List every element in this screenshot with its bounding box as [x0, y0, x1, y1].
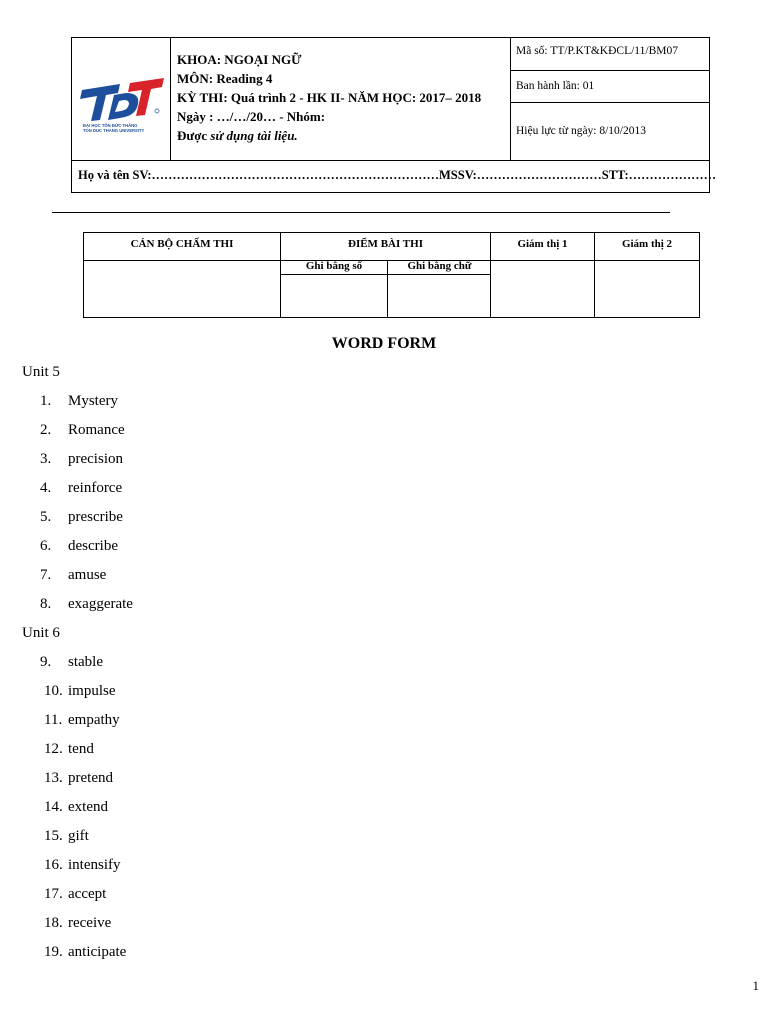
- score-divider: [387, 275, 388, 317]
- issue-number: Ban hành lần: 01: [511, 71, 709, 103]
- score-words-header: Ghi bằng chữ: [388, 260, 491, 275]
- student-info-row: [72, 160, 717, 192]
- faculty: KHOA: NGOẠI NGỮ: [177, 52, 302, 67]
- list-item: 17. accept: [44, 886, 107, 902]
- student-line[interactable]: Họ và tên SV:……………………………………………………………MSSV:…………………………STT:…………………: [78, 168, 717, 182]
- page-title: WORD FORM: [331, 335, 437, 352]
- document-meta: [511, 38, 709, 160]
- grader-header: CÁN BỘ CHẤM THI: [84, 233, 280, 261]
- exam-info: [171, 38, 511, 160]
- list-item: 18. receive: [44, 915, 112, 931]
- subject: MÔN: Reading 4: [177, 71, 273, 86]
- list-item: 7. amuse: [40, 567, 107, 583]
- logo-cell: [72, 38, 171, 160]
- list-item: 4. reinforce: [40, 480, 123, 496]
- list-item: 10. impulse: [44, 683, 116, 699]
- score-header: ĐIỂM BÀI THI: [281, 233, 490, 261]
- proctor1-header: Giám thị 1: [491, 233, 594, 261]
- unit-heading: Unit 6: [22, 625, 60, 641]
- svg-text:TON DUC THANG UNIVERSITY: TON DUC THANG UNIVERSITY: [83, 128, 145, 133]
- effective-date: Hiệu lực từ ngày: 8/10/2013: [516, 125, 647, 137]
- list-item: 13. pretend: [44, 770, 113, 786]
- exam-term: KỲ THI: Quá trình 2 - HK II- NĂM HỌC: 2017– 2018: [177, 90, 482, 105]
- list-item: 6. describe: [40, 538, 118, 554]
- list-item: 8. exaggerate: [40, 596, 133, 612]
- proctor2-header: Giám thị 2: [595, 233, 699, 261]
- list-item: 12. tend: [44, 741, 94, 757]
- score-column: [281, 233, 491, 317]
- unit-heading: Unit 5: [22, 364, 60, 380]
- grader-column: [84, 233, 281, 317]
- svg-text:ĐẠI HỌC TÔN ĐỨC THẮNG: ĐẠI HỌC TÔN ĐỨC THẮNG: [83, 123, 138, 128]
- proctor2-column: [595, 233, 699, 317]
- list-item: 14. extend: [44, 799, 108, 815]
- list-item: 3. precision: [40, 451, 123, 467]
- list-item: 9. stable: [40, 654, 103, 670]
- score-number-header: Ghi bằng số: [281, 260, 388, 275]
- list-item: 19. anticipate: [44, 944, 127, 960]
- exam-header: [71, 37, 717, 193]
- list-item: 1. Mystery: [40, 393, 118, 409]
- list-item: 16. intensify: [44, 857, 121, 873]
- doc-code: Mã số: TT/P.KT&KĐCL/11/BM07: [511, 38, 709, 71]
- list-item: 15. gift: [44, 828, 89, 844]
- list-item: 2. Romance: [40, 422, 125, 438]
- proctor1-column: [491, 233, 595, 317]
- list-item: 11. empathy: [44, 712, 120, 728]
- separator-line: [52, 212, 670, 213]
- materials-allowed: Được sử dụng tài liệu.: [177, 128, 298, 143]
- date-group: Ngày : …/…/20… - Nhóm:: [177, 109, 326, 124]
- university-logo: [72, 38, 171, 160]
- list-item: 5. prescribe: [40, 509, 123, 525]
- grading-table: [83, 232, 700, 318]
- page-number: 1: [752, 978, 759, 993]
